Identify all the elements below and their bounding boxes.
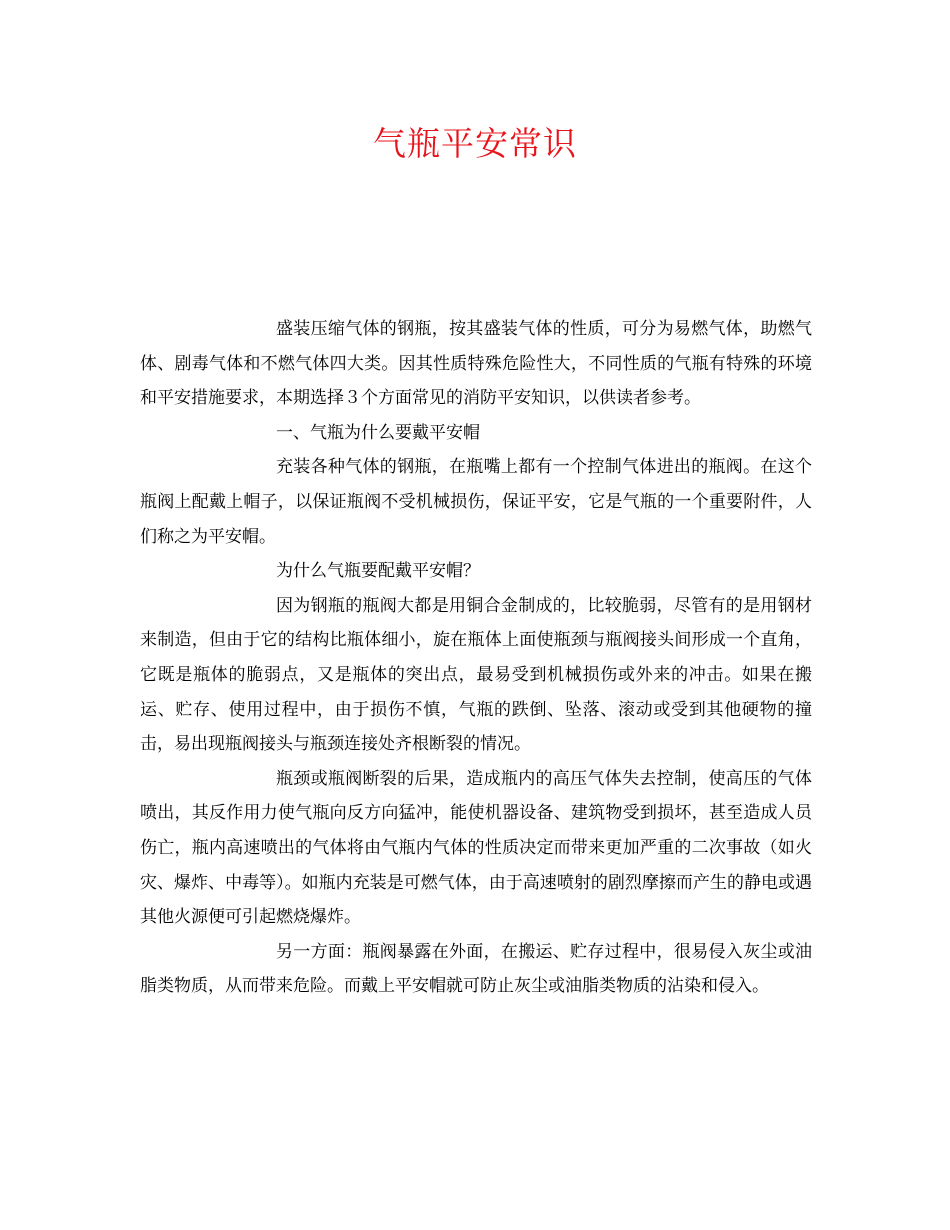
paragraph-intro: 盛装压缩气体的钢瓶，按其盛装气体的性质，可分为易燃气体，助燃气体、剧毒气体和不燃气体四大类。因其性质特殊危险性大，不同性质的气瓶有特殊的环境和平安措施要求，本期选择３个方面常见的消防平安知识，以供读者参考。: [140, 319, 812, 409]
paragraph-valve-cap: 充装各种气体的钢瓶，在瓶嘴上都有一个控制气体进出的瓶阀。在这个瓶阀上配戴上帽子，以保证瓶阀不受机械损伤，保证平安，它是气瓶的一个重要附件，人们称之为平安帽。: [140, 457, 812, 547]
paragraph-valve-fragility: 因为钢瓶的瓶阀大都是用铜合金制成的，比较脆弱，尽管有的是用钢材来制造，但由于它的结构比瓶体细小，旋在瓶体上面使瓶颈与瓶阀接头间形成一个直角，它既是瓶体的脆弱点，又是瓶体的突出点，最易受到机械损伤或外来的冲击。如果在搬运、贮存、使用过程中，由于损伤不慎，气瓶的跌倒、坠落、滚动或受到其他硬物的撞击，易出现瓶阀接头与瓶颈连接处齐根断裂的情况。: [140, 595, 812, 755]
document-title: 气瓶平安常识: [373, 124, 577, 163]
question-why-cap: 为什么气瓶要配戴平安帽？: [276, 561, 480, 582]
paragraph-dust-protection: 另一方面：瓶阀暴露在外面，在搬运、贮存过程中，很易侵入灰尘或油脂类物质，从而带来危险。而戴上平安帽就可防止灰尘或油脂类物质的沾染和侵入。: [140, 941, 812, 997]
paragraph-fracture-consequences: 瓶颈或瓶阀断裂的后果，造成瓶内的高压气体失去控制，使高压的气体喷出，其反作用力使气瓶向反方向猛冲，能使机器设备、建筑物受到损坏，甚至造成人员伤亡，瓶内高速喷出的气体将由气瓶内气体的性质决定而带来更加严重的二次事故（如火灾、爆炸、中毒等）。如瓶内充装是可燃气体，由于高速喷射的剧烈摩擦而产生的静电或遇其他火源便可引起燃烧爆炸。: [140, 768, 812, 928]
section-heading-safety-cap: 一、气瓶为什么要戴平安帽: [276, 422, 480, 443]
document-body: [140, 312, 812, 1004]
